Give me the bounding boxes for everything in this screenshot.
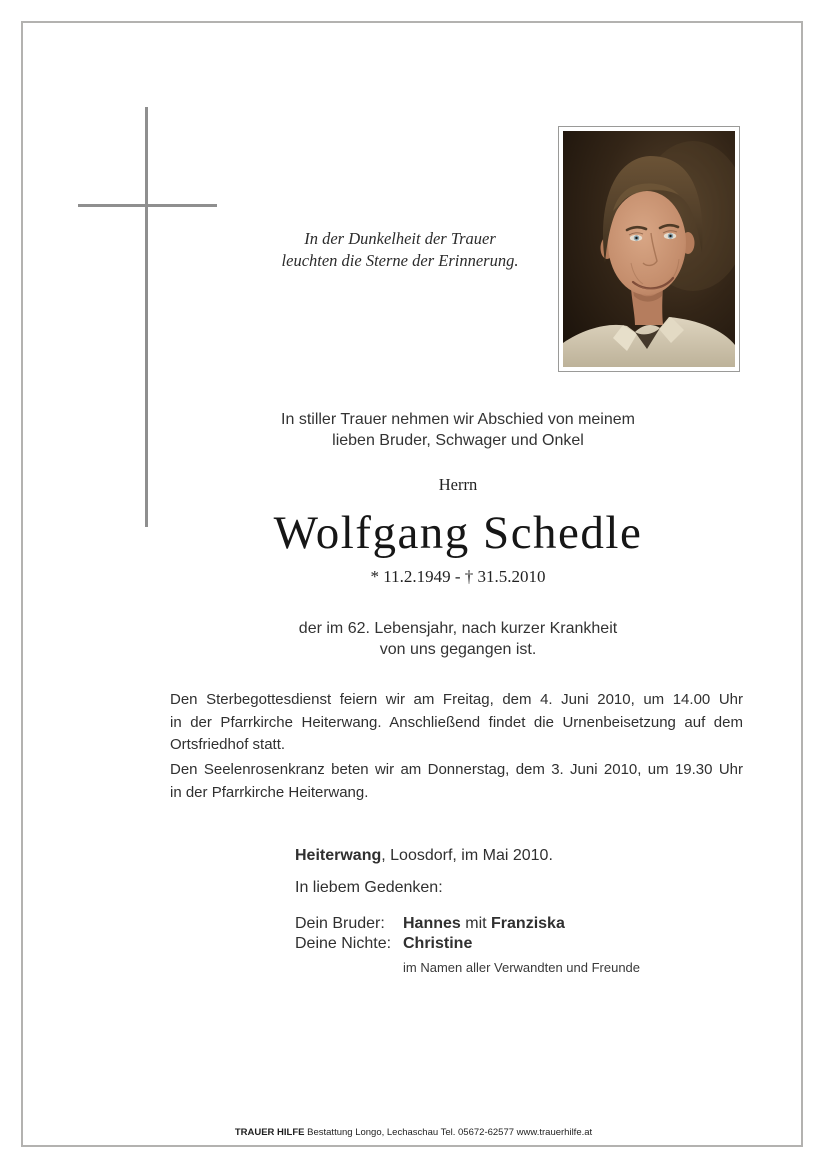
in-name-of-line: im Namen aller Verwandten und Freunde — [403, 960, 641, 975]
portrait-photo — [558, 126, 740, 372]
mourning-quote — [235, 228, 565, 272]
funeral-service-paragraph — [170, 689, 743, 757]
funeral-line-2: in der Pfarrkirche Heiterwang. Anschließend findet die Urnenbeisetzung auf dem — [170, 713, 743, 731]
passing-line-2: von uns gegangen ist. — [379, 641, 537, 658]
intro-line-2: lieben Bruder, Schwager und Onkel — [332, 432, 584, 449]
salutation: Herrn — [438, 475, 478, 494]
funeral-line-1: Den Sterbegottesdienst feiern wir am Freitag, dem 4. Juni 2010, um 14.00 Uhr — [170, 691, 743, 708]
intro-line-1: In stiller Trauer nehmen wir Abschied von meinem — [281, 411, 635, 428]
mourner-row-brother — [295, 914, 565, 934]
mourner-relation: Deine Nichte: — [295, 935, 392, 952]
quote-line-2: leuchten die Sterne der Erinnerung. — [281, 251, 519, 270]
mourner-name-bold: Hannes — [403, 915, 461, 932]
mourner-name-bold: Christine — [403, 935, 473, 952]
rosary-line-2: in der Pfarrkirche Heiterwang. — [170, 783, 369, 801]
place-date-rest: , Loosdorf, im Mai 2010. — [381, 847, 553, 864]
mourner-relation: Dein Bruder: — [295, 915, 385, 932]
life-dates: * 11.2.1949 - † 31.5.2010 — [370, 567, 546, 586]
place-name: Heiterwang — [295, 847, 382, 864]
mourner-name-bold: Franziska — [491, 915, 565, 932]
mourner-row-niece — [295, 934, 565, 954]
deceased-name: Wolfgang Schedle — [273, 507, 643, 559]
cross-horizontal-bar — [78, 204, 217, 207]
mourners-list — [295, 914, 565, 954]
passing-statement — [170, 618, 746, 660]
portrait-photo-illustration — [563, 131, 735, 367]
rosary-line-1: Den Seelenrosenkranz beten wir am Donnerstag, dem 3. Juni 2010, um 19.30 Uhr — [170, 761, 743, 778]
remembrance-line: In liebem Gedenken: — [295, 879, 443, 896]
mourner-name-mid: mit — [465, 915, 487, 932]
funeral-home-brand: TRAUER HILFE — [234, 1127, 305, 1138]
cross-vertical-bar — [145, 107, 148, 527]
funeral-line-3: Ortsfriedhof statt. — [170, 736, 286, 753]
rosary-paragraph — [170, 759, 743, 804]
funeral-home-info: Bestattung Longo, Lechaschau Tel. 05672-62577 www.trauerhilfe.at — [307, 1127, 593, 1138]
place-date-line — [295, 846, 553, 866]
announcement-intro — [170, 409, 746, 451]
passing-line-1: der im 62. Lebensjahr, nach kurzer Krankheit — [298, 620, 618, 637]
quote-line-1: In der Dunkelheit der Trauer — [304, 229, 496, 248]
mourner-names — [403, 934, 472, 954]
mourner-names — [403, 914, 565, 934]
funeral-home-footer — [0, 1126, 827, 1139]
